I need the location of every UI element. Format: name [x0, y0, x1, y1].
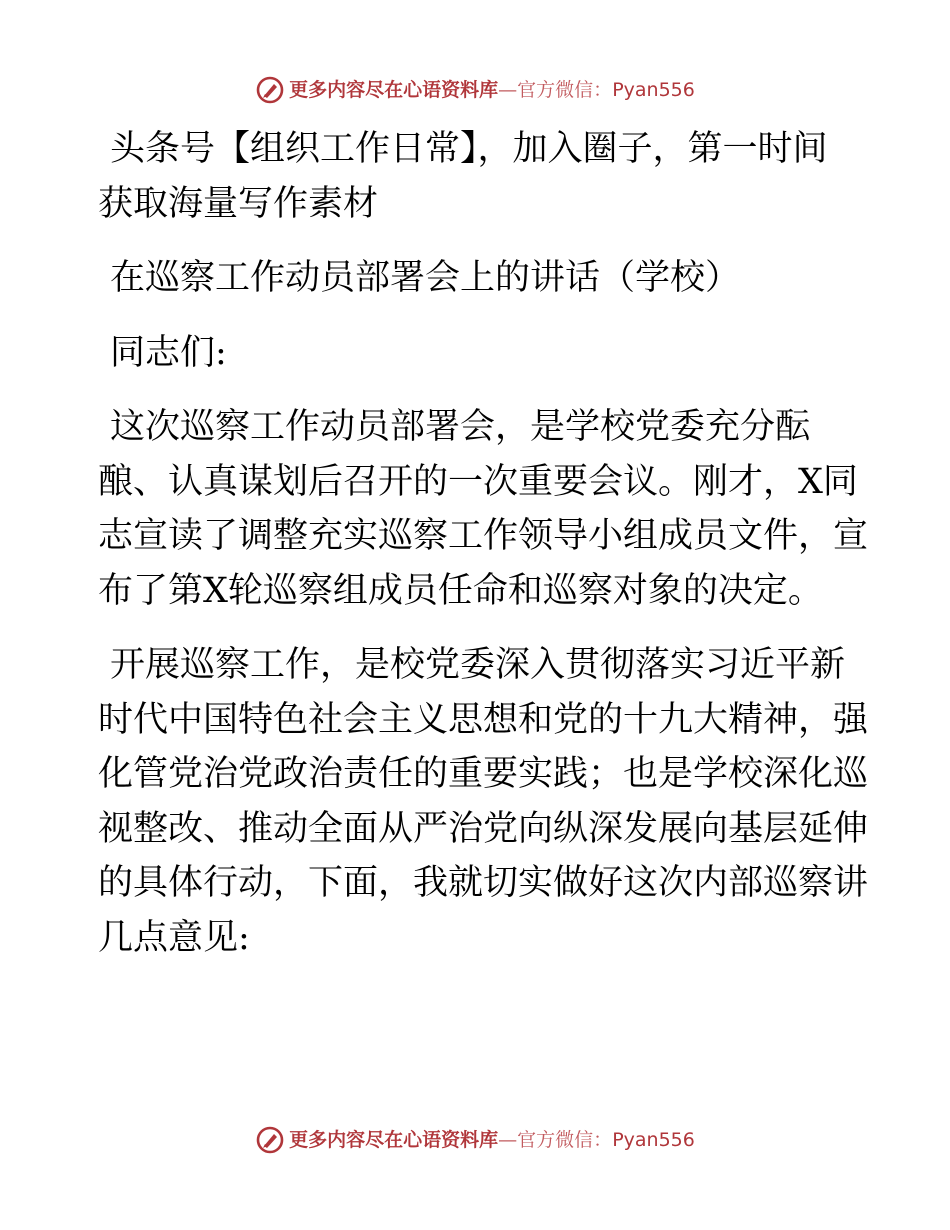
text-line: 开展巡察工作，是校党委深入贯彻落实习近平新	[110, 645, 846, 685]
text-line: 获取海量写作素材	[98, 183, 379, 224]
text-line: 志宣读了调整充实巡察工作领导小组成员文件，宣	[98, 516, 869, 556]
salutation	[98, 326, 858, 381]
document-title	[98, 251, 858, 306]
watermark-main-text: 更多内容尽在心语资料库	[289, 1129, 499, 1151]
watermark-dash: —	[498, 79, 518, 101]
text-line: 头条号【组织工作日常】，加入圈子，第一时间	[110, 129, 828, 169]
paragraph-intro	[98, 122, 858, 231]
paragraph-meeting	[98, 400, 869, 618]
watermark-main-text: 更多内容尽在心语资料库	[289, 79, 499, 101]
text-line: 在巡察工作动员部署会上的讲话（学校）	[110, 258, 741, 298]
text-line: 的具体行动，下面，我就切实做好这次内部巡察讲	[98, 863, 869, 903]
pen-logo-icon	[255, 75, 285, 105]
text-line: 几点意见:	[98, 917, 250, 958]
text-line: 酿、认真谋划后召开的一次重要会议。刚才，X同	[98, 461, 858, 502]
watermark-wechat-id: Pyan556	[612, 1129, 695, 1151]
text-line: 化管党治党政治责任的重要实践；也是学校深化巡	[98, 754, 869, 794]
watermark-official-label: 官方微信：	[517, 1129, 613, 1151]
header-watermark	[0, 74, 950, 105]
watermark-official-label: 官方微信：	[517, 79, 613, 101]
text-line: 同志们:	[110, 332, 227, 373]
text-line: 这次巡察工作动员部署会，是学校党委充分酝	[110, 407, 811, 447]
watermark-wechat-id: Pyan556	[612, 79, 695, 101]
document-body	[98, 122, 869, 985]
text-line: 时代中国特色社会主义思想和党的十九大精神，强	[98, 699, 869, 740]
text-line: 视整改、推动全面从严治党向纵深发展向基层延伸	[98, 808, 869, 849]
paragraph-significance	[98, 638, 869, 965]
pen-logo-icon	[255, 1125, 285, 1155]
watermark-dash: —	[498, 1129, 518, 1151]
text-line: 布了第X轮巡察组成员任命和巡察对象的决定。	[98, 570, 823, 611]
footer-watermark	[0, 1124, 950, 1155]
